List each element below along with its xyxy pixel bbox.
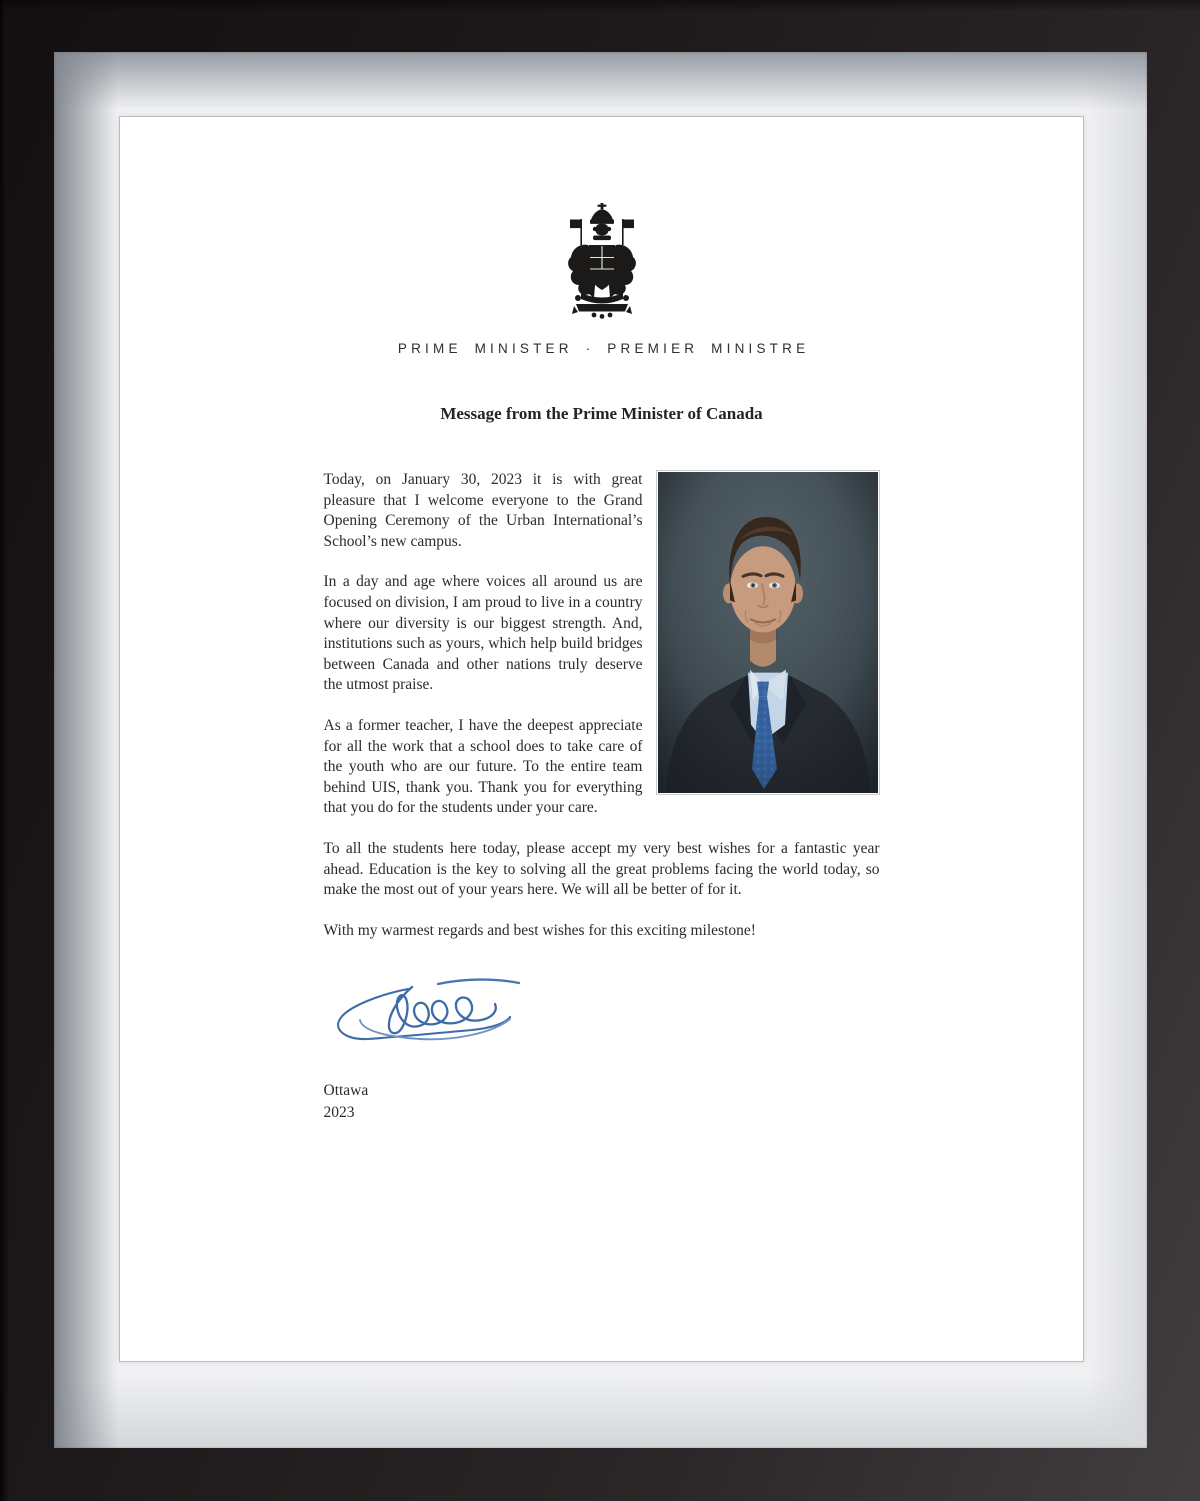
- portrait-photo-justin-trudeau: [656, 470, 880, 795]
- letter-heading: Message from the Prime Minister of Canada: [440, 404, 763, 423]
- justin-trudeau-signature-icon: [326, 973, 531, 1051]
- letterhead-org-line: PRIME MINISTER · PREMIER MINISTRE: [397, 341, 810, 356]
- paragraph-2: In a day and age where voices all around us are focused on division, I am proud to live in a country where our diversity is our biggest strength. And, institutions such as yours, which help build bridges between Canada and other nations truly deserve the utmost praise.: [323, 573, 643, 694]
- paragraph-3: As a former teacher, I have the deepest appreciate for all the work that a school does to take care of the youth who are our future. To the entire team behind UIS, thank you. Thank you for everything that you do for the students under your care.: [323, 716, 643, 817]
- canada-coat-of-arms-icon: [564, 203, 640, 319]
- paragraph-5: With my warmest regards and best wishes for this exciting milestone!: [323, 921, 756, 939]
- closing-year: 2023: [323, 1103, 355, 1121]
- closing-place: Ottawa: [323, 1081, 369, 1099]
- portrait-photo-icon: [658, 472, 878, 793]
- paragraph-4: To all the students here today, please accept my very best wishes for a fantastic year ahead. Education is the key to solving all the great problems facing the world today, so make the most out of your years here. We will all be better of for it.: [323, 839, 880, 899]
- letter-body: [324, 470, 880, 1123]
- paragraph-1: Today, on January 30, 2023 it is with great pleasure that I welcome everyone to the Grand Opening Ceremony of the Urban International’s School’s new campus.: [323, 471, 643, 550]
- picture-frame-mat: [54, 52, 1147, 1448]
- letter-paper: [120, 117, 1083, 1361]
